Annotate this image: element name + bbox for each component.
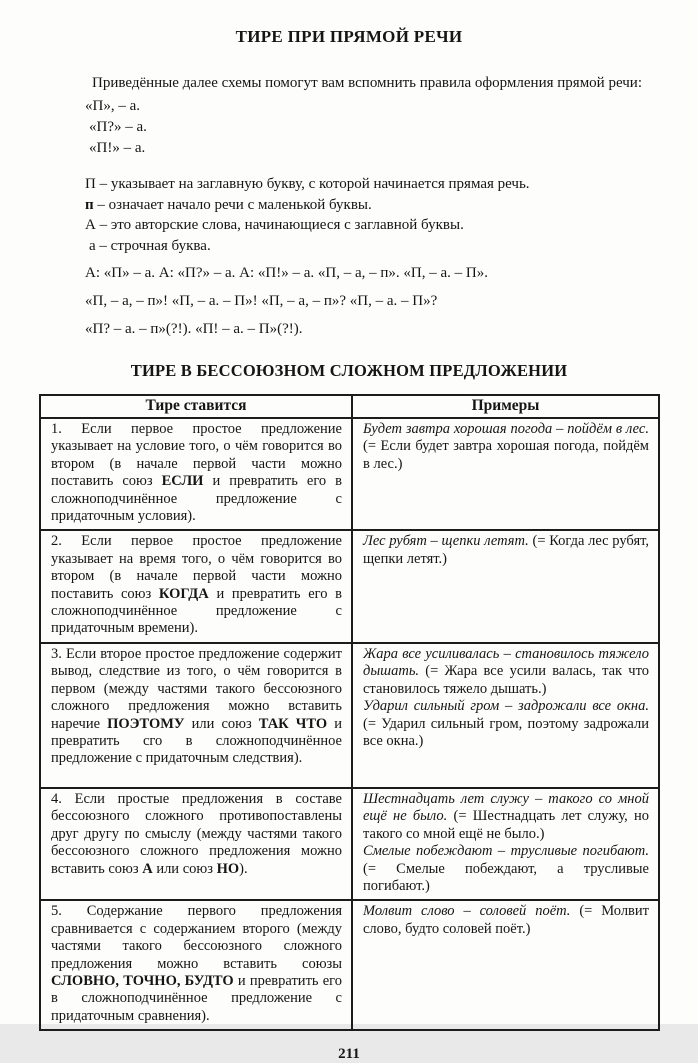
- legend-line: [85, 215, 650, 236]
- text-segment: Лес рубят – щепки летят.: [363, 533, 533, 550]
- text-segment: и превратить его в сложноподчинённое предложение с придаточным сравнения).: [51, 972, 342, 1024]
- col-header-examples: Примеры: [352, 395, 659, 418]
- text-segment: КОГДА: [158, 585, 209, 602]
- legend-text: – означает начало речи с маленькой буквы.: [93, 196, 372, 213]
- text-segment: СЛОВНО, ТОЧНО, БУДТО: [51, 972, 234, 989]
- text-segment: (= Смелые побеждают, а трусливые погибают.): [363, 860, 649, 894]
- rule-cell: [40, 788, 352, 900]
- example-cell: [352, 788, 659, 900]
- text-segment: 3. Если второе простое предложение содержит вывод, следствие из того, о чём говорится в первом (между частями такого бессоюзного сложного предложения можно вставить наречие: [51, 645, 342, 732]
- table-row: [40, 900, 659, 1030]
- rule-cell-paragraph: [51, 646, 342, 768]
- text-segment: Жара все усиливалась – становилось тяжело дышать.: [363, 645, 649, 680]
- legend-line: [85, 195, 650, 216]
- table-row: [40, 418, 659, 530]
- example-cell-paragraph: [363, 903, 649, 938]
- example-cell-paragraph: [363, 533, 649, 568]
- rule-cell-paragraph: [51, 533, 342, 637]
- col-header-rule: Тире ставится: [40, 395, 352, 418]
- page-title: ТИРЕ ПРИ ПРЯМОЙ РЕЧИ: [235, 27, 463, 46]
- text-segment: Молвит слово – соловей поёт.: [363, 903, 580, 920]
- symbols-legend: [85, 174, 650, 256]
- scheme-line: «П!» – а.: [89, 140, 146, 156]
- scheme-line: «П?» – а.: [89, 119, 147, 135]
- example-cell-paragraph: [363, 791, 649, 843]
- example-cell-paragraph: [363, 843, 649, 895]
- text-segment: (= Жара все усили валась, так что становилось тяжело дышать.): [363, 663, 649, 697]
- table-row: [40, 530, 659, 642]
- page-number: 211: [338, 1046, 360, 1063]
- table-row: [40, 643, 659, 788]
- legend-symbol: П: [85, 176, 96, 192]
- text-segment: (= Шестнадцать лет служу, но такого со мной ещё не было.): [363, 808, 649, 842]
- text-segment: или союз: [184, 715, 259, 732]
- text-segment: А: [142, 860, 153, 877]
- legend-text: – строчная буква.: [95, 237, 211, 254]
- legend-symbol: А: [85, 217, 96, 233]
- example-cell-paragraph: [363, 646, 649, 698]
- legend-line: [85, 236, 650, 257]
- text-segment: 4. Если простые предложения в составе бессоюзного сложного противопоставлены друг другу по смыслу (между частями такого бессоюзного сложного предложения можно вставить союз: [51, 790, 342, 877]
- text-segment: 1. Если первое простое предложение указывает на условие того, о чём говорится во втором (в начале первой части можно поставить союз: [51, 421, 342, 490]
- text-segment: (= Молвит слово, будто соловей поёт.): [363, 903, 649, 937]
- text-segment: и превратить сго в сложноподчинённое предложение с придаточным следствия).: [51, 715, 342, 767]
- scheme-line: «П», – а.: [85, 98, 140, 114]
- example-cell: [352, 418, 659, 530]
- legend-symbol: а: [89, 237, 96, 254]
- text-segment: Смелые побеждают – трусливые погибают.: [363, 843, 649, 860]
- rule-cell: [40, 418, 352, 530]
- text-segment: Шестнадцать лет служу – такого со мной ещё не было.: [363, 790, 649, 825]
- rule-cell-paragraph: [51, 903, 342, 1025]
- example-cell-paragraph: [363, 698, 649, 750]
- example-cell: [352, 643, 659, 788]
- text-segment: (= Когда лес рубят, щепки летят.): [363, 533, 649, 567]
- direct-speech-section: [85, 73, 650, 340]
- text-segment: Ударил сильный гром – задрожали все окна.: [363, 698, 649, 715]
- direct-speech-schemes: [85, 96, 650, 159]
- text-segment: ).: [239, 860, 248, 877]
- rule-cell: [40, 900, 352, 1030]
- section-title: ТИРЕ В БЕССОЮЗНОМ СЛОЖНОМ ПРЕДЛОЖЕНИИ: [130, 361, 568, 380]
- legend-text: – указывает на заглавную букву, с которой начинается прямая речь.: [95, 176, 530, 192]
- rule-cell-paragraph: [51, 421, 342, 525]
- rule-cell: [40, 530, 352, 642]
- text-segment: ПОЭТОМУ: [107, 715, 185, 732]
- example-cell: [352, 530, 659, 642]
- example-cell: [352, 900, 659, 1030]
- text-segment: Будет завтра хорошая погода – пойдём в лес.: [363, 421, 649, 437]
- text-segment: НО: [216, 860, 240, 877]
- table-header-row: [40, 395, 659, 418]
- example-cell-paragraph: [363, 421, 649, 473]
- scheme-row: «П? – а. – п»(?!). «П! – а. – П»(?!).: [85, 321, 303, 337]
- text-segment: (= Если будет завтра хорошая погода, пойдём в лес.): [363, 438, 649, 472]
- legend-symbol: п: [85, 196, 94, 213]
- text-segment: ЕСЛИ: [161, 473, 204, 490]
- scheme-examples: [85, 263, 650, 340]
- legend-line: [85, 174, 650, 195]
- legend-text: – это авторские слова, начинающиеся с заглавной буквы.: [95, 217, 464, 233]
- rule-cell-paragraph: [51, 791, 342, 878]
- text-segment: 2. Если первое простое предложение указывает на время того, о чём говорится во втором (в начале первой части можно поставить союз: [51, 533, 342, 602]
- text-segment: 5. Содержание первого предложения сравнивается с содержанием второго (между частями такого бессоюзного сложного предложения можно вставить союзы: [51, 903, 342, 972]
- text-segment: и превратить его в сложноподчинённое предложение с придаточным времени).: [51, 585, 343, 637]
- text-segment: (= Ударил сильный гром, поэтому задрожали все окна.): [363, 715, 649, 749]
- intro-paragraph: Приведённые далее схемы помогут вам вспомнить правила оформления прямой речи:: [92, 75, 642, 91]
- scheme-row: А: «П» – а. А: «П?» – а. А: «П!» – а. «П, – а, – п». «П, – а. – П».: [85, 265, 488, 281]
- scheme-row: «П, – а, – п»! «П, – а. – П»! «П, – а, – п»? «П, – а. – П»?: [85, 293, 438, 309]
- rules-table: [39, 394, 660, 1031]
- rule-cell: [40, 643, 352, 788]
- text-segment: и превратить его в сложноподчинённое предложение с придаточным условия).: [51, 473, 343, 525]
- text-segment: или союз: [152, 860, 217, 877]
- text-segment: ТАК ЧТО: [258, 715, 328, 732]
- table-row: [40, 788, 659, 900]
